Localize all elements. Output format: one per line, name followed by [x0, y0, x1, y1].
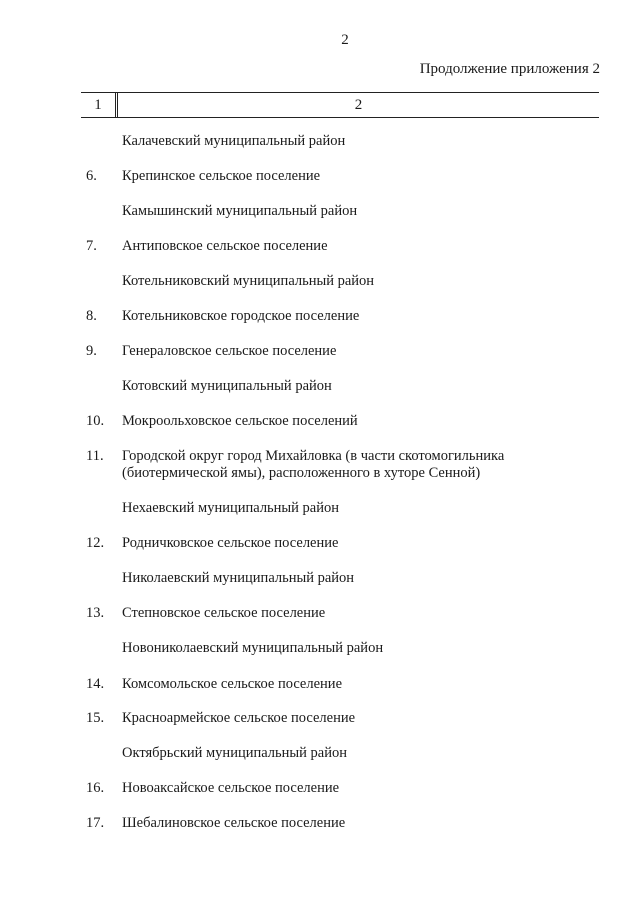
list-item-number: 16. — [86, 780, 105, 796]
list-item-number: 12. — [86, 535, 105, 551]
list-item-text: Новоаксайское сельское поселение — [122, 780, 340, 796]
table-header-col1: 1 — [81, 93, 116, 117]
list-item-text: Крепинское сельское поселение — [122, 168, 321, 184]
list-item-text: Красноармейское сельское поселение — [122, 710, 356, 726]
list-item-number: 11. — [86, 448, 104, 464]
list-item-text: Новониколаевский муниципальный район — [122, 640, 384, 656]
list-item-number: 13. — [86, 605, 105, 621]
list-item-text: Котовский муниципальный район — [122, 378, 332, 394]
list-item-text: Камышинский муниципальный район — [122, 203, 358, 219]
list-item-number: 10. — [86, 413, 105, 429]
list-item-text: Октябрьский муниципальный район — [122, 745, 347, 761]
list-item-text: Шебалиновское сельское поселение — [122, 815, 346, 831]
continuation-label: Продолжение приложения 2 — [419, 61, 600, 77]
list-item-text: Нехаевский муниципальный район — [122, 500, 340, 516]
list-item-number: 17. — [86, 815, 105, 831]
list-item-number: 6. — [86, 168, 97, 184]
list-item-text: Степновское сельское поселение — [122, 605, 326, 621]
list-item-text: Котельниковский муниципальный район — [122, 273, 375, 289]
list-item-text: Родничковское сельское поселение — [122, 535, 339, 551]
list-item-text: Комсомольское сельское поселение — [122, 676, 342, 692]
list-item-number: 14. — [86, 676, 105, 692]
list-item-text: Мокроольховское сельское поселений — [122, 413, 358, 429]
list-item-number: 9. — [86, 343, 97, 359]
list-item-text: Генераловское сельское поселение — [122, 343, 337, 359]
list-item-text: Городской округ город Михайловка (в части скотомогильника (биотермической ямы), расположенного в хуторе Сенной) — [122, 448, 505, 481]
table-header — [81, 92, 599, 118]
list-item-text: Антиповское сельское поселение — [122, 238, 328, 254]
page-number: 2 — [341, 32, 349, 48]
list-item-text: Котельниковское городское поселение — [122, 308, 360, 324]
list-item-text: Калачевский муниципальный район — [122, 133, 346, 149]
table-header-col2: 2 — [354, 97, 363, 113]
list-item-number: 15. — [86, 710, 105, 726]
list-item-number: 8. — [86, 308, 97, 324]
list-item-number: 7. — [86, 238, 97, 254]
list-item-text: Николаевский муниципальный район — [122, 570, 355, 586]
